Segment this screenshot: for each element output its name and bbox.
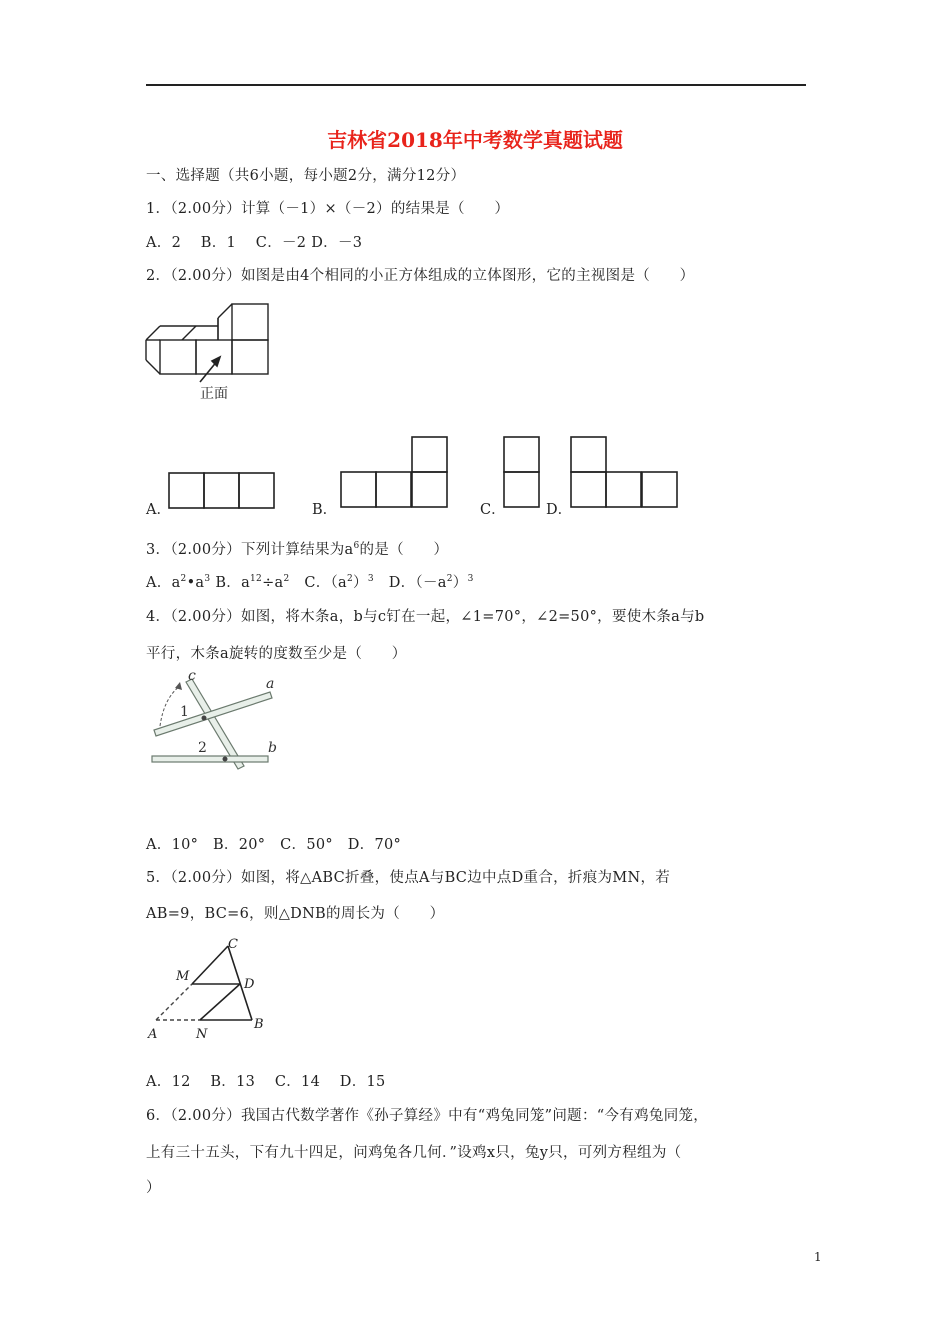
question-6-line1: 6．（2.00分）我国古代数学著作《孙子算经》中有“鸡兔同笼”问题：“今有鸡兔同笼， <box>146 1108 709 1124</box>
question-6-line2: 上有三十五头，下有九十四足，问鸡兔各几何．”设鸡x只，兔y只，可列方程组为（ <box>146 1145 682 1161</box>
option-d-label: D． <box>546 502 573 518</box>
question-4-line1: 4．（2.00分）如图，将木条a，b与c钉在一起，∠1=70°，∠2=50°，要使木条a与b <box>146 609 705 625</box>
question-1-stem: 1．（2.00分）计算（－1）×（－2）的结果是（ ） <box>146 201 510 217</box>
vertex-m: M <box>176 969 190 984</box>
question-5-line2: AB=9，BC=6，则△DNB的周长为（ ） <box>146 906 445 922</box>
question-3-stem: 3．（2.00分）下列计算结果为$a^6$的是（ ） <box>146 541 449 558</box>
option-b-view <box>340 436 450 510</box>
folded-triangle-figure <box>146 932 276 1044</box>
vertex-c: C <box>228 937 238 952</box>
vertex-b: B <box>254 1017 264 1032</box>
vertex-d: D <box>244 977 255 992</box>
question-5-options: A．12 B．13 C．14 D．15 <box>146 1074 386 1090</box>
option-c-view <box>503 436 543 510</box>
question-4-line2: 平行，木条a旋转的度数至少是（ ） <box>146 646 407 662</box>
section-heading: 一、选择题（共6小题，每小题2分，满分12分） <box>146 168 466 184</box>
option-b-label: B． <box>312 502 338 518</box>
front-label: 正面 <box>200 386 228 402</box>
angle-1-label: 1 <box>180 704 189 720</box>
option-a-label: A． <box>146 502 171 518</box>
question-2-stem: 2．（2.00分）如图是由4个相同的小正方体组成的立体图形，它的主视图是（ ） <box>146 268 695 284</box>
option-d-view <box>570 436 680 510</box>
angle-2-label: 2 <box>198 740 207 756</box>
option-c-label: C． <box>480 502 506 518</box>
vertex-a: A <box>148 1027 158 1042</box>
cube-solid-figure <box>140 292 280 404</box>
question-1-options: A．2 B．1 C．－2 D．－3 <box>146 235 363 251</box>
question-5-line1: 5．（2.00分）如图，将△ABC折叠，使点A与BC边中点D重合，折痕为MN，若 <box>146 870 671 886</box>
question-4-options: A．10° B．20° C．50° D．70° <box>146 837 402 853</box>
option-a-view <box>168 472 278 510</box>
page-title: 吉林省2018年中考数学真题试题 <box>327 128 623 152</box>
question-3-options: A．$a^2•a^3$ B．$a^{12}\div a^2$ C．$(a^2)^3$ D．$(-a^2)^3$ <box>146 574 474 591</box>
page-number: 1 <box>814 1250 822 1264</box>
label-a: a <box>266 676 275 692</box>
vertex-n: N <box>196 1027 208 1042</box>
label-b: b <box>268 740 277 756</box>
question-6-line3: ） <box>146 1180 161 1196</box>
label-c: c <box>188 668 196 684</box>
wooden-sticks-figure <box>146 668 286 776</box>
header-rule <box>146 84 806 86</box>
